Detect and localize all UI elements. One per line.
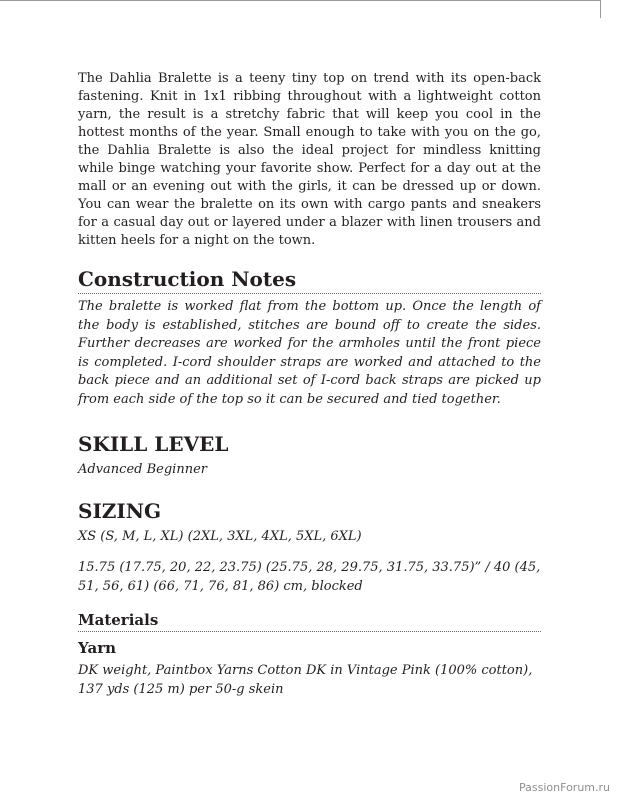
- top-border-corner: [600, 0, 601, 18]
- materials-heading: Materials: [78, 610, 541, 632]
- intro-paragraph: The Dahlia Bralette is a teeny tiny top on trend with its open-back fastening. Knit in 1x1 ribbing throughout with a lightweight cotton yarn, the result is a stretchy fabric that will keep you cool in the hottest months of the year. Small enough to take with you on the go, the Dahlia Bralette is also the ideal project for mindless knitting while binge watching your favorite show. Perfect for a day out at the mall or an evening out with the girls, it can be dressed up or down. You can wear the bralette on its own with cargo pants and sneakers for a casual day out or layered under a blazer with linen trousers and kitten heels for a night on the town.: [78, 71, 541, 248]
- skill-level-heading: SKILL LEVEL: [78, 432, 229, 456]
- sizing-sizes: XS (S, M, L, XL) (2XL, 3XL, 4XL, 5XL, 6XL): [78, 528, 362, 544]
- sizing-heading: SIZING: [78, 498, 162, 523]
- sizing-measurements: 15.75 (17.75, 20, 22, 23.75) (25.75, 28, 29.75, 31.75, 33.75)” / 40 (45, 51, 56, 61) (66, 71, 76, 81, 86) cm, blocked: [78, 560, 541, 594]
- construction-notes-heading: Construction Notes: [78, 266, 541, 294]
- watermark: PassionForum.ru: [519, 781, 610, 794]
- top-border-line: [0, 0, 600, 1]
- construction-notes-text: The bralette is worked flat from the bottom up. Once the length of the body is established, stitches are bound off to create the sides. Further decreases are worked for the armholes until the front piece is completed. I-cord shoulder straps are worked and attached to the back piece and an additional set of I-cord back straps are picked up from each side of the top so it can be secured and tied together.: [78, 299, 541, 407]
- skill-level-value: Advanced Beginner: [78, 462, 207, 477]
- yarn-text: DK weight, Paintbox Yarns Cotton DK in Vintage Pink (100% cotton), 137 yds (125 m) per 50-g skein: [78, 663, 533, 697]
- document-page: [78, 70, 541, 699]
- yarn-heading: Yarn: [78, 639, 117, 657]
